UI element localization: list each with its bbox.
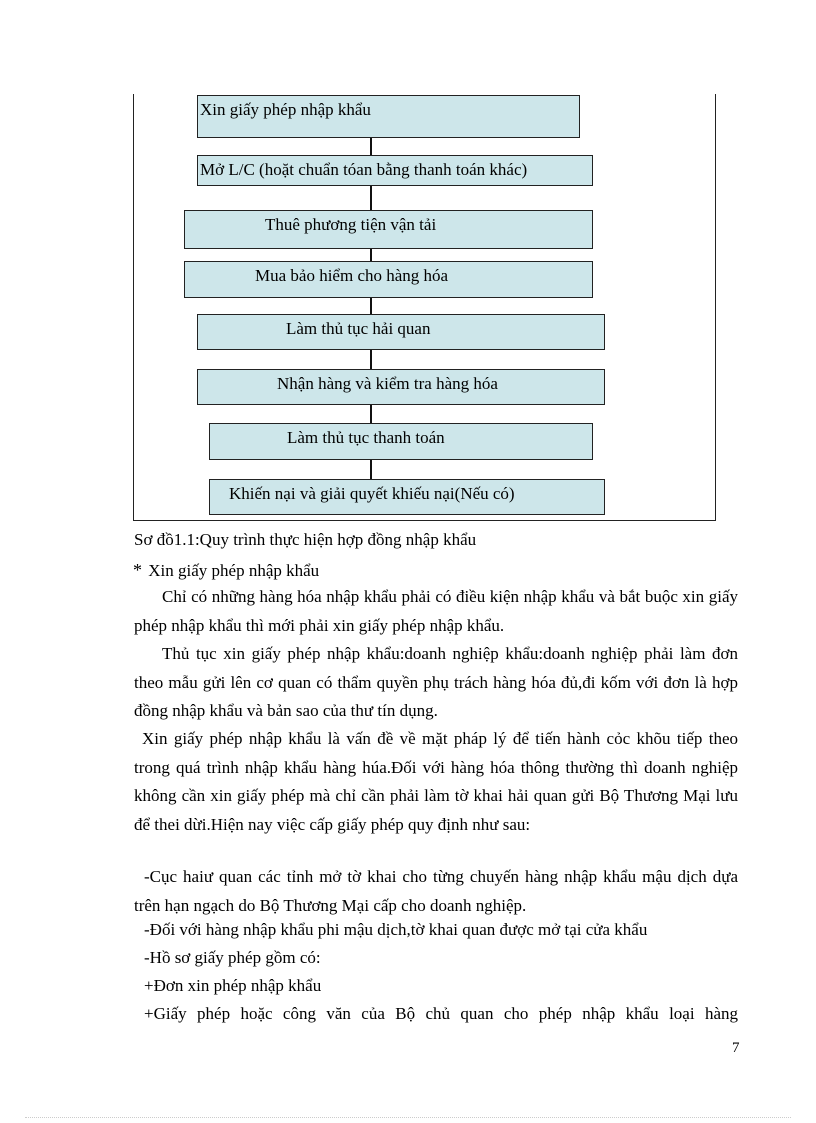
connector (370, 460, 372, 479)
step-label: Nhận hàng và kiểm tra hàng hóa (277, 374, 498, 393)
text-line: -Hồ sơ giấy phép gồm có: (144, 948, 321, 967)
paragraph-1: Chỉ có những hàng hóa nhập khẩu phải có điều kiện nhập khẩu và bắt buộc xin giấy phép nhập khẩu thì mới phải xin giấy phép nhập khẩu. (134, 587, 738, 635)
paragraph-2: Thủ tục xin giấy phép nhập khẩu:doanh nghiệp khẩu:doanh nghiệp phải làm đơn theo mẫu gửi lên cơ quan có thẩm quyền phụ trách hàng hóa đủ,đi kốm với đơn là hợp đồng nhập khẩu và bản sao của thư tín dụng. (134, 644, 738, 720)
section-subheading (133, 560, 319, 581)
step-label: Mua bảo hiểm cho hàng hóa (255, 266, 449, 285)
step-8-box (209, 479, 605, 515)
connector (370, 350, 372, 369)
footer-divider (25, 1117, 791, 1118)
asterisk-bullet-icon: * (133, 560, 142, 580)
subheading-text: Xin giấy phép nhập khẩu (148, 561, 320, 580)
step-label: Mở L/C (hoặt chuẩn tóan bằng thanh toán khác) (200, 160, 528, 179)
page-number: 7 (732, 1040, 740, 1056)
connector (370, 186, 372, 210)
text-line: -Đối với hàng nhập khẩu phi mậu dịch,tờ khai quan được mở tại cửa khẩu (144, 920, 648, 939)
text-line: +Đơn xin phép nhập khẩu (144, 976, 322, 995)
step-label: Thuê phương tiện vận tải (265, 215, 437, 234)
text-line: +Giấy phép hoặc công văn của Bộ chủ quan cho phép nhập khẩu loại hàng (144, 1004, 738, 1023)
connector (370, 249, 372, 261)
step-5-box (197, 314, 605, 350)
connector (370, 298, 372, 314)
step-label: Xin giấy phép nhập khẩu (200, 100, 371, 119)
connector (370, 405, 372, 423)
paragraph-3: Xin giấy phép nhập khẩu là vấn đề về mặt pháp lý để tiến hành cỏc khõu tiếp theo trong quá trình nhập khẩu hàng húa.Đối với hàng hóa thông thường thì doanh nghiệp không cần xin giấy phép mà chỉ cần phải làm tờ khai hải quan gửi Bộ Thương Mại lưu để thei dừi.Hiện nay việc cấp giấy phép quy định như sau: (134, 729, 738, 834)
step-3-box (184, 210, 593, 249)
step-label: Khiến nại và giải quyết khiếu nại(Nếu có) (229, 484, 515, 503)
step-4-box (184, 261, 593, 298)
step-6-box (197, 369, 605, 405)
step-1-box (197, 95, 580, 138)
paragraph-4: -Cục haiư quan các tỉnh mở tờ khai cho từng chuyến hàng nhập khẩu mậu dịch dựa trên hạn ngạch do Bộ Thương Mại cấp cho doanh nghiệp. (134, 867, 738, 915)
step-label: Làm thủ tục hải quan (286, 319, 431, 338)
connector (370, 138, 372, 155)
diagram-caption: Sơ đồ1.1:Quy trình thực hiện hợp đồng nhập khẩu (134, 530, 477, 549)
step-label: Làm thủ tục thanh toán (287, 428, 445, 447)
step-2-box (197, 155, 593, 186)
step-7-box (209, 423, 593, 460)
